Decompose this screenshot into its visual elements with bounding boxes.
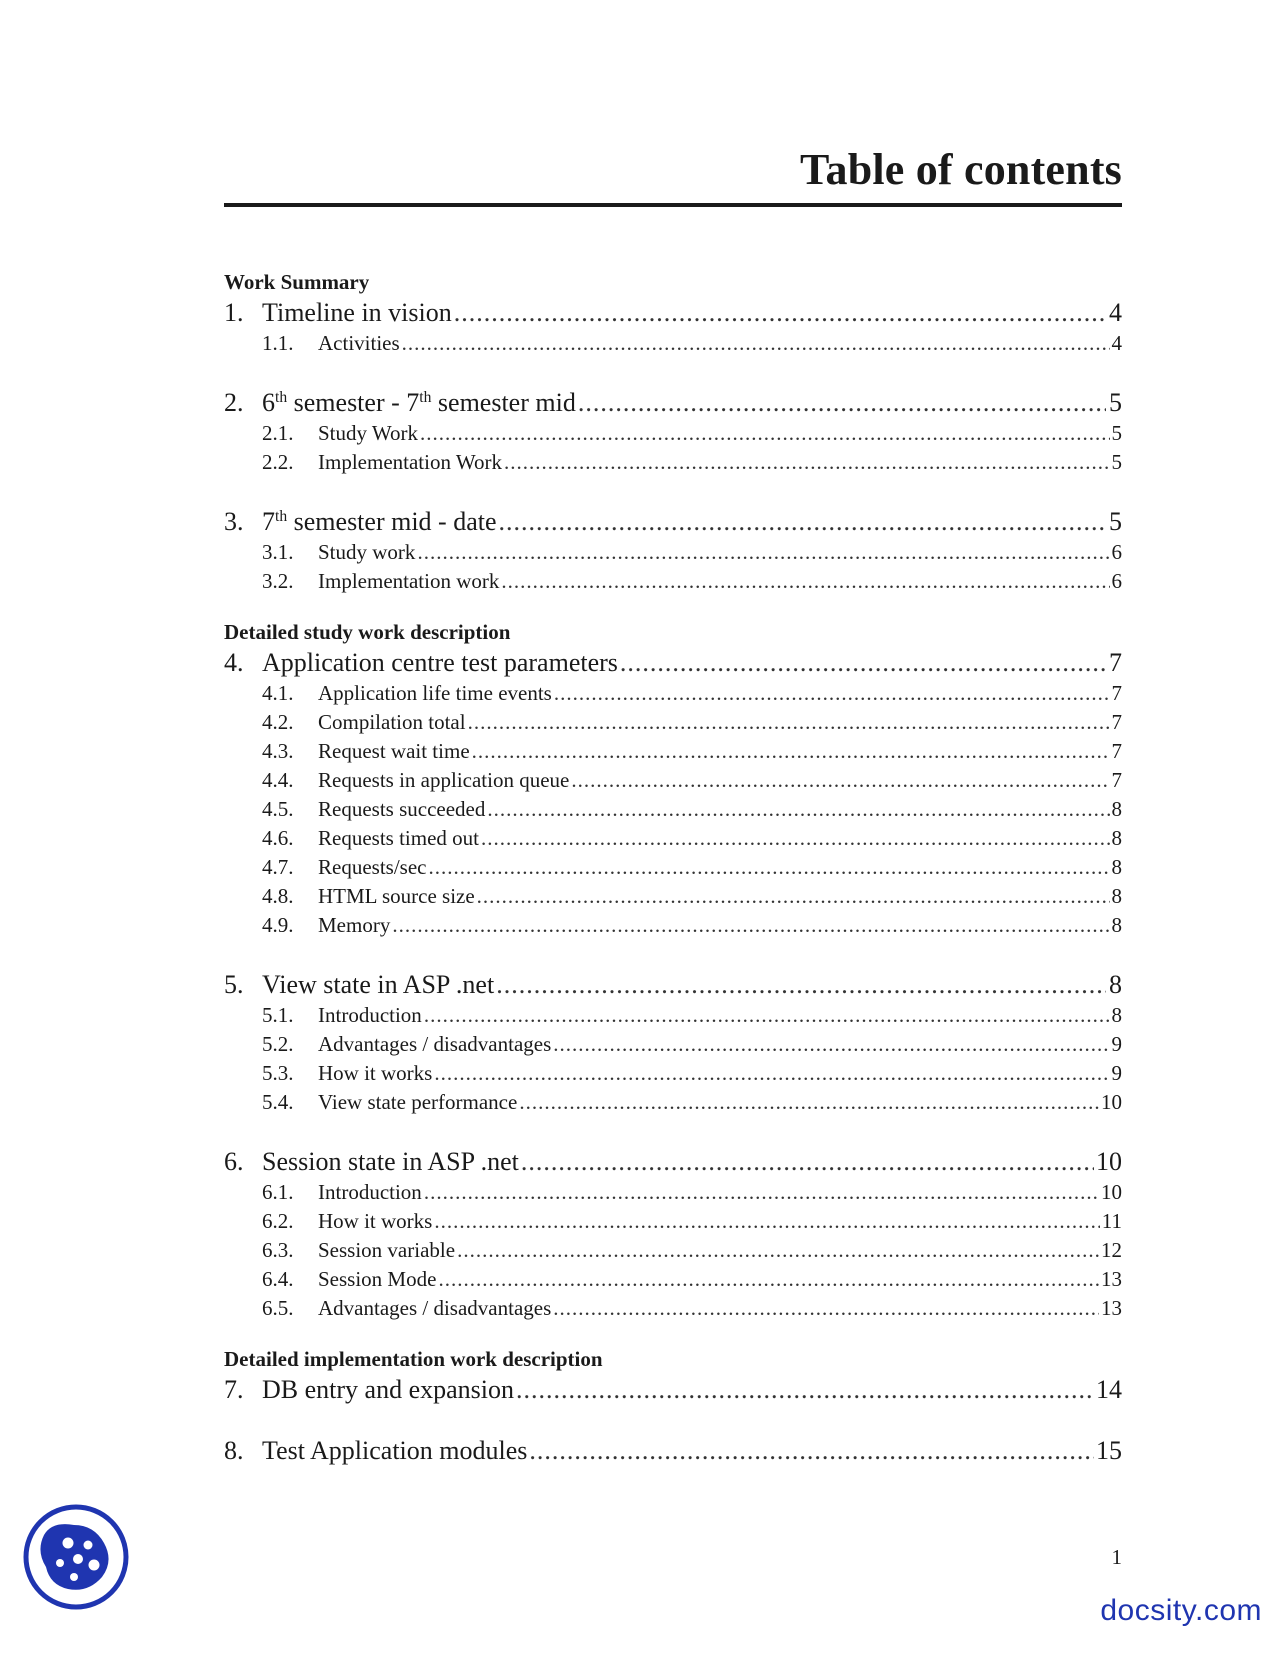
entry-number: 5.1. [262, 1003, 294, 1027]
entry-title [262, 505, 497, 538]
entry-page-number: 13 [1101, 1267, 1122, 1291]
dot-leader [392, 911, 1109, 940]
entry-page-number: 8 [1111, 826, 1122, 850]
entry-page-number: 6 [1111, 540, 1122, 564]
entry-number: 3.1. [262, 540, 294, 564]
entry-page-number: 10 [1101, 1180, 1122, 1204]
dot-leader [529, 1434, 1094, 1467]
toc-subsection-entry[interactable] [224, 1265, 1122, 1294]
toc-subsection-entry[interactable] [224, 679, 1122, 708]
entry-title: Application centre test parameters [262, 648, 618, 677]
brand-link[interactable]: docsity.com [1100, 1594, 1262, 1627]
dot-leader [620, 646, 1106, 679]
entry-title: Test Application modules [262, 1436, 528, 1465]
entry-title: View state performance [318, 1090, 518, 1114]
dot-leader [434, 1207, 1099, 1236]
entry-page-number: 7 [1111, 768, 1122, 792]
entry-page-number: 7 [1109, 648, 1122, 677]
toc-chapter-entry[interactable] [224, 296, 1122, 329]
dot-leader [428, 853, 1109, 882]
entry-page-number: 8 [1111, 1003, 1122, 1027]
entry-page-number: 9 [1111, 1061, 1122, 1085]
entry-title: DB entry and expansion [262, 1375, 515, 1404]
title-part: semester - 7 [287, 388, 420, 417]
entry-title: Introduction [318, 1003, 422, 1027]
entry-title: Compilation total [318, 710, 466, 734]
entry-page-number: 7 [1111, 739, 1122, 763]
entry-number: 4.8. [262, 884, 294, 908]
dot-leader [434, 1059, 1109, 1088]
dot-leader [553, 1030, 1109, 1059]
dot-leader [457, 1236, 1099, 1265]
dot-leader [553, 1294, 1099, 1323]
ordinal-suffix: th [419, 389, 432, 406]
toc-subsection-entry[interactable] [224, 1207, 1122, 1236]
entry-page-number: 8 [1111, 855, 1122, 879]
entry-title: Requests/sec [318, 855, 427, 879]
entry-page-number: 6 [1111, 569, 1122, 593]
toc-subsection-entry[interactable] [224, 824, 1122, 853]
entry-number: 4.4. [262, 768, 294, 792]
entry-title: Implementation work [318, 569, 500, 593]
entry-title: View state in ASP .net [262, 970, 495, 999]
entry-number: 6.3. [262, 1238, 294, 1262]
dot-leader [468, 708, 1110, 737]
entry-title: Session Mode [318, 1267, 437, 1291]
entry-page-number: 7 [1111, 710, 1122, 734]
toc-chapter-entry[interactable] [224, 505, 1122, 538]
toc-subsection-entry[interactable] [224, 737, 1122, 766]
entry-title: HTML source size [318, 884, 475, 908]
dot-leader [417, 538, 1109, 567]
entry-title: Requests succeeded [318, 797, 486, 821]
toc-subsection-entry[interactable] [224, 911, 1122, 940]
dot-leader [438, 1265, 1099, 1294]
entry-page-number: 9 [1111, 1032, 1122, 1056]
toc-subsection-entry[interactable] [224, 882, 1122, 911]
entry-number: 7. [224, 1375, 244, 1404]
title-part: 7 [262, 507, 275, 536]
entry-title: Study Work [318, 421, 419, 445]
entry-page-number: 4 [1111, 331, 1122, 355]
entry-page-number: 4 [1109, 298, 1122, 327]
toc-subsection-entry[interactable] [224, 1178, 1122, 1207]
entry-number: 5.3. [262, 1061, 294, 1085]
dot-leader [424, 1178, 1099, 1207]
entry-page-number: 8 [1109, 970, 1122, 999]
entry-number: 6.2. [262, 1209, 294, 1233]
dot-leader [477, 882, 1110, 911]
toc-subsection-entry[interactable] [224, 853, 1122, 882]
table-of-contents [224, 268, 1122, 1467]
dot-leader [472, 737, 1110, 766]
entry-page-number: 14 [1096, 1375, 1122, 1404]
entry-title: Study work [318, 540, 416, 564]
entry-page-number: 5 [1109, 507, 1122, 536]
entry-title: Memory [318, 913, 391, 937]
entry-page-number: 13 [1101, 1296, 1122, 1320]
entry-page-number: 8 [1111, 884, 1122, 908]
toc-subsection-entry[interactable] [224, 448, 1122, 477]
entry-number: 2.1. [262, 421, 294, 445]
toc-subsection-entry[interactable] [224, 1294, 1122, 1323]
dot-leader [501, 567, 1109, 596]
toc-subsection-entry[interactable] [224, 1236, 1122, 1265]
dot-leader [521, 1145, 1094, 1178]
entry-title: Advantages / disadvantages [318, 1032, 552, 1056]
entry-number: 4.6. [262, 826, 294, 850]
toc-chapter-entry[interactable] [224, 968, 1122, 1001]
ordinal-suffix: th [275, 389, 288, 406]
entry-number: 6. [224, 1147, 244, 1176]
section-heading: Detailed study work description [224, 620, 511, 644]
dot-leader [571, 766, 1109, 795]
dot-leader [454, 296, 1106, 329]
title-part: semester mid - date [287, 507, 497, 536]
entry-number: 4. [224, 648, 244, 677]
toc-subsection-entry[interactable] [224, 766, 1122, 795]
dot-leader [516, 1373, 1094, 1406]
entry-number: 4.5. [262, 797, 294, 821]
entry-page-number: 7 [1111, 681, 1122, 705]
entry-number: 4.2. [262, 710, 294, 734]
entry-number: 4.9. [262, 913, 294, 937]
dot-leader [499, 505, 1106, 538]
entry-page-number: 5 [1109, 388, 1122, 417]
entry-number: 2.2. [262, 450, 294, 474]
entry-number: 3. [224, 507, 244, 536]
docsity-logo-icon[interactable] [22, 1503, 130, 1611]
entry-number: 3.2. [262, 569, 294, 593]
entry-number: 5.4. [262, 1090, 294, 1114]
dot-leader [554, 679, 1110, 708]
entry-number: 1. [224, 298, 244, 327]
toc-chapter-entry[interactable] [224, 1434, 1122, 1467]
entry-page-number: 8 [1111, 913, 1122, 937]
entry-title: Request wait time [318, 739, 470, 763]
entry-number: 2. [224, 388, 244, 417]
entry-title: Introduction [318, 1180, 422, 1204]
dot-leader [402, 329, 1110, 358]
entry-title: How it works [318, 1209, 433, 1233]
toc-subsection-entry[interactable] [224, 708, 1122, 737]
title-divider [224, 203, 1122, 207]
entry-number: 5. [224, 970, 244, 999]
toc-chapter-entry[interactable] [224, 1145, 1122, 1178]
entry-title: Timeline in vision [262, 298, 452, 327]
entry-page-number: 8 [1111, 797, 1122, 821]
entry-number: 4.3. [262, 739, 294, 763]
toc-subsection-entry[interactable] [224, 567, 1122, 596]
entry-page-number: 5 [1111, 421, 1122, 445]
entry-title [262, 386, 576, 419]
toc-subsection-entry[interactable] [224, 419, 1122, 448]
dot-leader [481, 824, 1110, 853]
entry-number: 4.1. [262, 681, 294, 705]
entry-title: Session state in ASP .net [262, 1147, 519, 1176]
toc-subsection-entry[interactable] [224, 1088, 1122, 1117]
toc-subsection-entry[interactable] [224, 795, 1122, 824]
toc-chapter-entry[interactable] [224, 386, 1122, 419]
entry-title: Advantages / disadvantages [318, 1296, 552, 1320]
dot-leader [519, 1088, 1099, 1117]
page-number: 1 [1111, 1545, 1122, 1569]
entry-page-number: 10 [1101, 1090, 1122, 1114]
ordinal-suffix: th [275, 508, 288, 525]
entry-number: 1.1. [262, 331, 294, 355]
section-heading: Work Summary [224, 270, 370, 294]
entry-title: Session variable [318, 1238, 456, 1262]
dot-leader [420, 419, 1109, 448]
entry-number: 6.4. [262, 1267, 294, 1291]
dot-leader [578, 386, 1106, 419]
toc-subsection-entry[interactable] [224, 1030, 1122, 1059]
entry-number: 5.2. [262, 1032, 294, 1056]
dot-leader [487, 795, 1109, 824]
page-title: Table of contents [799, 145, 1122, 194]
entry-page-number: 15 [1096, 1436, 1122, 1465]
entry-number: 8. [224, 1436, 244, 1465]
toc-subsection-entry[interactable] [224, 329, 1122, 358]
entry-number: 6.1. [262, 1180, 294, 1204]
toc-chapter-entry[interactable] [224, 1373, 1122, 1406]
entry-title: Implementation Work [318, 450, 502, 474]
entry-title: Requests in application queue [318, 768, 570, 792]
entry-number: 4.7. [262, 855, 294, 879]
toc-subsection-entry[interactable] [224, 1059, 1122, 1088]
title-part: semester mid [431, 388, 576, 417]
dot-leader [424, 1001, 1110, 1030]
toc-subsection-entry[interactable] [224, 538, 1122, 567]
toc-chapter-entry[interactable] [224, 646, 1122, 679]
entry-title: Activities [318, 331, 400, 355]
dot-leader [496, 968, 1106, 1001]
entry-title: Application life time events [318, 681, 552, 705]
entry-title: How it works [318, 1061, 433, 1085]
entry-number: 6.5. [262, 1296, 294, 1320]
dot-leader [504, 448, 1110, 477]
entry-page-number: 12 [1101, 1238, 1122, 1262]
entry-page-number: 11 [1101, 1209, 1122, 1233]
entry-title: Requests timed out [318, 826, 479, 850]
title-part: 6 [262, 388, 275, 417]
toc-subsection-entry[interactable] [224, 1001, 1122, 1030]
entry-page-number: 5 [1111, 450, 1122, 474]
section-heading: Detailed implementation work description [224, 1347, 603, 1371]
entry-page-number: 10 [1096, 1147, 1122, 1176]
